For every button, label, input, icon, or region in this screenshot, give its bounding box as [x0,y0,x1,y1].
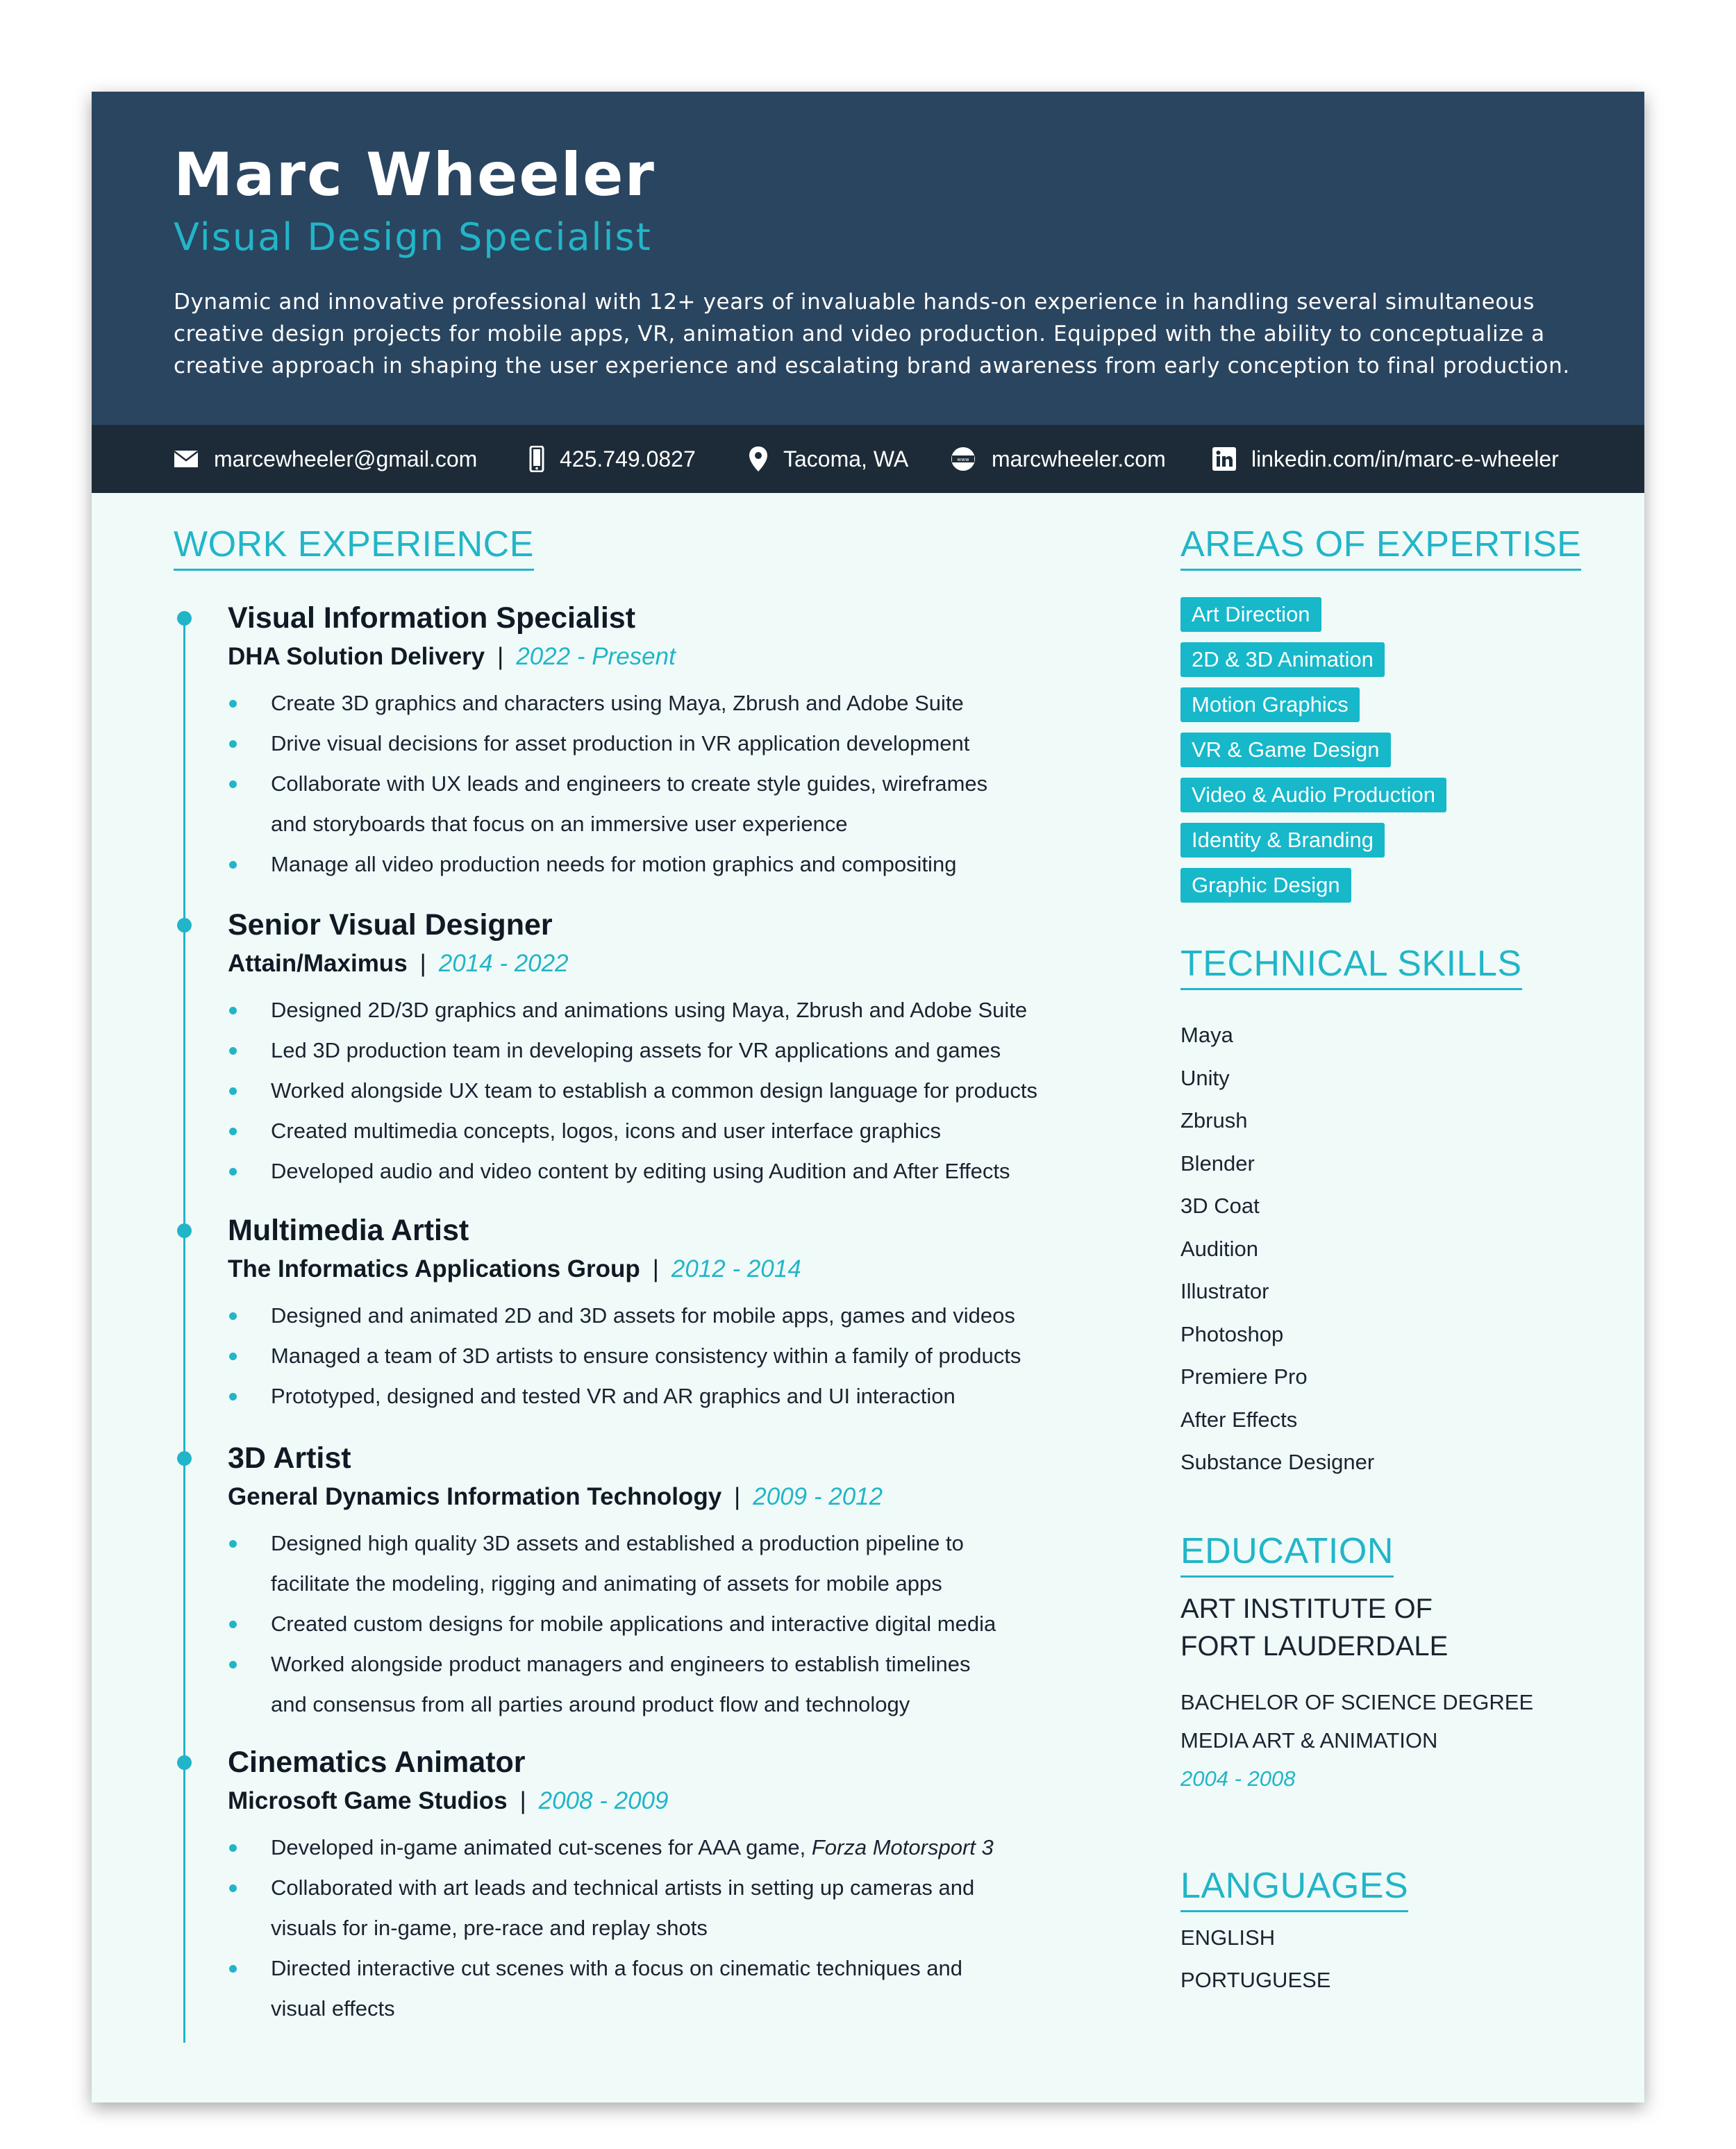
contact-bar [92,425,1644,493]
expertise-tag: Motion Graphics [1180,687,1360,722]
expertise-heading [1180,524,1581,565]
separator: | [519,1787,526,1814]
bullet-dot [229,1087,237,1095]
contact-email[interactable] [174,425,477,493]
languages-list [1180,1916,1330,2001]
bullet-item [228,1604,1103,1644]
linkedin-icon [1212,447,1236,471]
job-title-headline: Visual Design Specialist [174,215,652,259]
bullet-item [228,1868,1103,1948]
job-title: Senior Visual Designer [228,908,553,942]
job-bullets [228,1828,1103,2029]
expertise-tag: Video & Audio Production [1180,778,1446,812]
bullet-item [228,683,1103,724]
skill-item: Substance Designer [1180,1450,1375,1474]
summary-line: Dynamic and innovative professional with 12+ years of invaluable hands-on experience in handling several simultaneous [174,290,1535,315]
job-subheading [228,1478,1103,1516]
skill-item: Zbrush [1180,1108,1248,1132]
summary-line: creative approach in shaping the user experience and escalating brand awareness from early conception to final production. [174,353,1570,378]
bullet-text: Collaborated with art leads and technical artists in setting up cameras and [271,1875,975,1900]
bullet-item [228,1336,1103,1376]
skills-heading [1180,943,1522,985]
bullet-item [228,1376,1103,1416]
heading-underline [174,569,534,571]
heading-underline [1180,1910,1408,1912]
bullet-text: Developed audio and video content by editing using Audition and After Effects [271,1159,1010,1183]
company: Attain/Maximus [228,950,408,977]
job-subheading [228,944,1103,983]
bullet-text: Worked alongside product managers and engineers to establish timelines [271,1652,971,1676]
bullet-text: Worked alongside UX team to establish a common design language for products [271,1078,1037,1103]
separator: | [419,950,426,977]
job-dates: 2009 - 2012 [753,1483,883,1510]
bullet-text: Drive visual decisions for asset production in VR application development [271,731,970,755]
expertise-tag: Graphic Design [1180,868,1351,903]
bullet-text: Led 3D production team in developing assets for VR applications and games [271,1038,1001,1062]
bullet-item [228,1523,1103,1604]
bullet-dot [229,780,237,788]
contact-location [749,425,908,493]
timeline-dot [177,1451,192,1466]
bullet-text: Created custom designs for mobile applications and interactive digital media [271,1612,996,1636]
summary-line: creative design projects for mobile apps, VR, animation and video production. Equipped with the ability to conceptualize a [174,321,1545,346]
bullet-item [228,1296,1103,1336]
job-title: Cinematics Animator [228,1746,526,1779]
heading-underline [1180,1575,1394,1578]
timeline-dot [177,611,192,626]
contact-phone[interactable] [529,425,696,493]
education-dates: 2004 - 2008 [1180,1766,1296,1791]
bullet-text: Managed a team of 3D artists to ensure consistency within a family of products [271,1344,1021,1368]
bullet-text [271,1828,1103,1868]
phone-text: 425.749.0827 [560,446,696,471]
heading-underline [1180,569,1581,571]
heading-text: TECHNICAL SKILLS [1180,944,1522,984]
contact-linkedin[interactable] [1212,425,1559,493]
header [92,92,1644,425]
bullet-dot [229,1540,237,1548]
timeline-dot [177,1755,192,1770]
skill-item: After Effects [1180,1407,1298,1432]
bullet-text: Collaborate with UX leads and engineers to create style guides, wireframes [271,771,988,796]
globe-icon [950,446,976,472]
education-heading [1180,1530,1394,1572]
work-experience-heading [174,524,534,565]
bullet-text: Designed and animated 2D and 3D assets for mobile apps, games and videos [271,1303,1015,1328]
svg-text:www: www [957,457,969,462]
skill-item: Blender [1180,1151,1255,1176]
expertise-tag: 2D & 3D Animation [1180,642,1385,677]
bullet-dot [229,1884,237,1892]
bullet-text-part: Developed in-game animated cut-scenes for AAA game, [271,1835,812,1859]
language-item: PORTUGUESE [1180,1968,1331,1992]
bullet-dot [229,1047,237,1055]
major: MEDIA ART & ANIMATION [1180,1728,1438,1753]
bullet-text: Designed 2D/3D graphics and animations using Maya, Zbrush and Adobe Suite [271,998,1028,1022]
job-entry [228,1211,1103,1416]
bullet-dot [229,861,237,869]
bullet-text: Designed high quality 3D assets and established a production pipeline to [271,1531,964,1555]
separator: | [734,1483,741,1510]
bullet-text: Manage all video production needs for motion graphics and compositing [271,852,957,876]
summary [174,286,1590,382]
expertise-tag: Art Direction [1180,597,1321,632]
school-line: FORT LAUDERDALE [1180,1631,1449,1662]
job-subheading [228,1782,1103,1821]
heading-text: AREAS OF EXPERTISE [1180,524,1582,565]
bullet-text: visuals for in-game, pre-race and replay shots [271,1916,708,1940]
company: General Dynamics Information Technology [228,1483,722,1510]
bullet-item [228,764,1103,844]
job-dates: 2022 - Present [516,643,676,670]
job-subheading [228,1250,1103,1289]
website-text: marcwheeler.com [992,446,1166,471]
skill-item: Unity [1180,1065,1230,1090]
linkedin-text: linkedin.com/in/marc-e-wheeler [1251,446,1559,471]
job-dates: 2008 - 2009 [538,1787,669,1814]
bullet-text: and consensus from all parties around product flow and technology [271,1692,910,1716]
separator: | [652,1255,659,1282]
bullet-dot [229,1393,237,1400]
job-title: Multimedia Artist [228,1214,469,1247]
bullet-item [228,1030,1103,1071]
job-title: 3D Artist [228,1441,351,1475]
job-bullets [228,990,1103,1191]
skills-list [1180,1014,1374,1484]
job-title: Visual Information Specialist [228,601,636,635]
language-item: ENGLISH [1180,1925,1276,1950]
game-title: Forza Motorsport 3 [811,1835,994,1859]
location-text: Tacoma, WA [783,446,909,471]
company: The Informatics Applications Group [228,1255,640,1282]
bullet-item [228,1111,1103,1151]
bullet-dot [229,1844,237,1852]
job-entry [228,1439,1103,1725]
resume-page [92,92,1644,2102]
job-entry [228,905,1103,1191]
bullet-item [228,1828,1103,1868]
bullet-dot [229,1353,237,1360]
email-text: marcewheeler@gmail.com [214,446,478,471]
name: Marc Wheeler [174,140,656,210]
skill-item: Audition [1180,1236,1259,1261]
expertise-tag: Identity & Branding [1180,823,1385,858]
job-bullets [228,683,1103,885]
bullet-text: Prototyped, designed and tested VR and AR graphics and UI interaction [271,1384,955,1408]
skill-item: 3D Coat [1180,1194,1260,1218]
bullet-item [228,724,1103,764]
bullet-dot [229,740,237,748]
degree: BACHELOR OF SCIENCE DEGREE [1180,1690,1534,1714]
degree-info [1180,1683,1533,1798]
envelope-icon [174,450,199,468]
bullet-dot [229,1168,237,1176]
bullet-text: and storyboards that focus on an immersive user experience [271,812,848,836]
skill-item: Premiere Pro [1180,1364,1308,1389]
bullet-dot [229,700,237,708]
separator: | [497,643,504,670]
job-dates: 2014 - 2022 [438,950,569,977]
job-entry [228,599,1103,885]
timeline-line [183,619,185,2043]
company: DHA Solution Delivery [228,643,485,670]
skill-item: Maya [1180,1023,1233,1047]
heading-text: WORK EXPERIENCE [174,524,534,565]
bullet-text: facilitate the modeling, rigging and animating of assets for mobile apps [271,1571,942,1596]
job-bullets [228,1296,1103,1416]
school-line: ART INSTITUTE OF [1180,1594,1433,1624]
timeline-dot [177,1223,192,1238]
bullet-dot [229,1007,237,1014]
bullet-item [228,1151,1103,1191]
bullet-item [228,1644,1103,1725]
bullet-dot [229,1965,237,1973]
contact-website[interactable] [950,425,1166,493]
heading-underline [1180,988,1522,990]
bullet-text: visual effects [271,1996,395,2021]
bullet-dot [229,1621,237,1628]
job-bullets [228,1523,1103,1725]
expertise-tag: VR & Game Design [1180,733,1391,767]
bullet-dot [229,1661,237,1669]
bullet-item [228,1948,1103,2029]
timeline-dot [177,918,192,933]
job-entry [228,1743,1103,2029]
languages-heading [1180,1865,1408,1907]
company: Microsoft Game Studios [228,1787,508,1814]
heading-text: EDUCATION [1180,1531,1394,1571]
skill-item: Illustrator [1180,1279,1269,1303]
school-name [1180,1590,1448,1665]
bullet-dot [229,1128,237,1135]
bullet-item [228,844,1103,885]
bullet-text: Created multimedia concepts, logos, icons and user interface graphics [271,1119,941,1143]
skill-item: Photoshop [1180,1321,1284,1346]
bullet-item [228,1071,1103,1111]
heading-text: LANGUAGES [1180,1866,1409,1906]
expertise-tags [1180,597,1446,913]
phone-icon [529,446,544,472]
bullet-text: Directed interactive cut scenes with a focus on cinematic techniques and [271,1956,962,1980]
map-pin-icon [749,446,768,472]
job-subheading [228,637,1103,676]
bullet-dot [229,1312,237,1320]
bullet-text: Create 3D graphics and characters using Maya, Zbrush and Adobe Suite [271,691,964,715]
job-dates: 2012 - 2014 [671,1255,801,1282]
bullet-item [228,990,1103,1030]
